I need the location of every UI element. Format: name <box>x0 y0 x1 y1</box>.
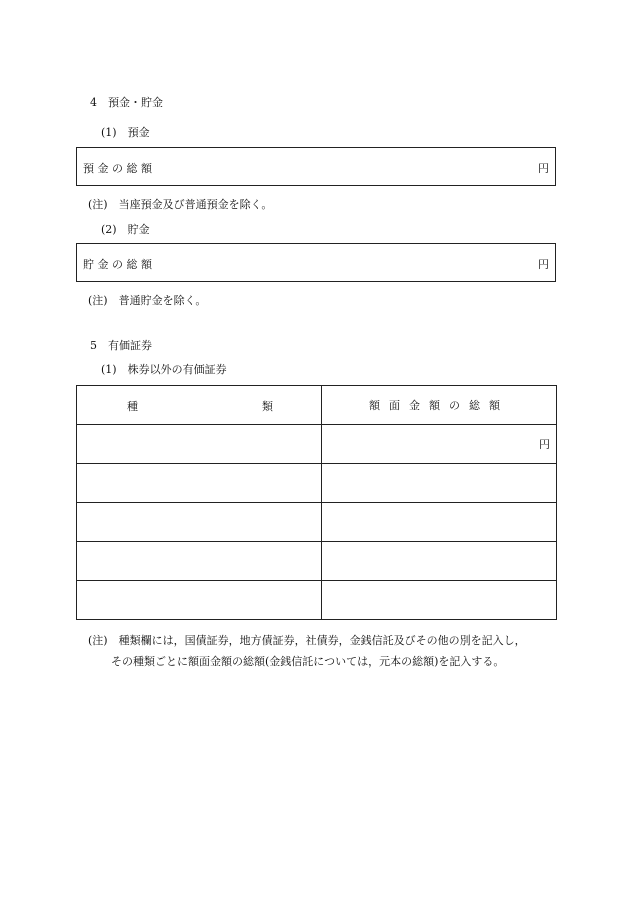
kind-cell[interactable] <box>77 425 322 464</box>
savings-total-box <box>76 243 556 282</box>
kind-cell[interactable] <box>77 581 322 620</box>
deposit-total-box <box>76 147 556 186</box>
kind-cell[interactable] <box>77 503 322 542</box>
section-4-2-heading: (2) 貯金 <box>101 223 150 236</box>
section-5-heading: 5 有価証券 <box>90 339 152 352</box>
table-row <box>77 542 557 581</box>
savings-total-label: 貯 金 の 総 額 <box>83 258 152 271</box>
table-row <box>77 581 557 620</box>
table-row <box>77 503 557 542</box>
table-row <box>77 464 557 503</box>
deposit-total-label: 預 金 の 総 額 <box>83 162 152 175</box>
amount-cell[interactable] <box>322 581 557 620</box>
amount-cell[interactable] <box>322 503 557 542</box>
table-header-row <box>77 386 557 425</box>
kind-column-header: 種 類 <box>77 386 322 425</box>
section-4-1-note: (注) 当座預金及び普通預金を除く。 <box>88 198 273 211</box>
kind-cell[interactable] <box>77 542 322 581</box>
savings-total-unit: 円 <box>538 258 549 271</box>
section-5-1-note-line2: その種類ごとに額面金額の総額(金銭信託については，元本の総額)を記入する。 <box>111 655 505 668</box>
kind-cell[interactable] <box>77 464 322 503</box>
section-4-1-heading: (1) 預金 <box>101 126 150 139</box>
amount-cell[interactable]: 円 <box>322 425 557 464</box>
table-row <box>77 425 557 464</box>
deposit-total-unit: 円 <box>538 162 549 175</box>
amount-cell[interactable] <box>322 464 557 503</box>
section-5-1-note-line1: (注) 種類欄には，国債証券，地方債証券，社債券，金銭信託及びその他の別を記入し， <box>88 634 526 647</box>
securities-table <box>76 385 557 620</box>
amount-column-header: 額面金額の総額 <box>322 386 557 425</box>
amount-cell[interactable] <box>322 542 557 581</box>
section-4-2-note: (注) 普通貯金を除く。 <box>88 294 207 307</box>
section-4-heading: 4 預金・貯金 <box>90 96 163 109</box>
section-5-1-heading: (1) 株券以外の有価証券 <box>101 363 227 376</box>
